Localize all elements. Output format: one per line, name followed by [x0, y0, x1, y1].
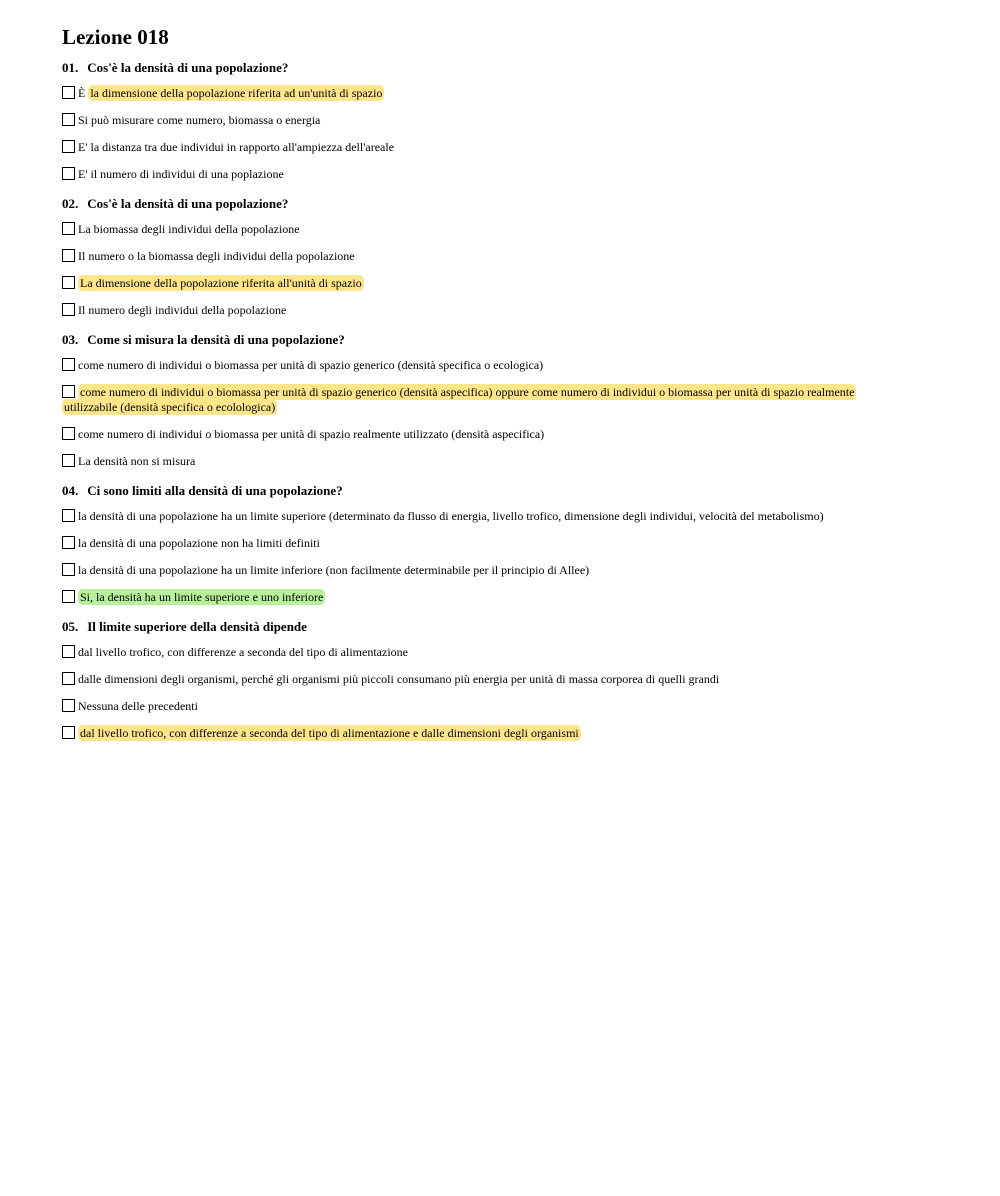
question-number: 03.: [62, 332, 79, 347]
answer-text: Il numero o la biomassa degli individui della popolazione: [78, 249, 355, 263]
question-text: Il limite superiore della densità dipende: [87, 619, 307, 634]
answer-option: [62, 358, 892, 373]
answer-option: [62, 454, 892, 469]
question-heading: [62, 619, 1000, 635]
question-heading: [62, 483, 1000, 499]
answer-text: Si, la densità ha un limite superiore e uno inferiore: [80, 590, 324, 604]
answer-text: Il numero degli individui della popolazione: [78, 303, 287, 317]
answer-option: [62, 590, 892, 605]
answer-text: la densità di una popolazione ha un limite superiore (determinato da flusso di energia, livello trofico, dimensione degli individui, velocità del metabolismo): [78, 509, 824, 523]
answer-text: come numero di individui o biomassa per unità di spazio generico (densità aspecifica) oppure come numero di individui o biomassa per unità di spazio realmente utilizzabile (densità specifica o ecolologica): [64, 385, 855, 414]
question-text: Ci sono limiti alla densità di una popolazione?: [87, 483, 343, 498]
answer-option: [62, 563, 892, 578]
question-text: Cos'è la densità di una popolazione?: [87, 60, 289, 75]
answer-text: La densità non si misura: [78, 454, 196, 468]
checkbox[interactable]: [62, 113, 75, 126]
answer-option: [62, 427, 892, 442]
answer-option: [62, 167, 892, 182]
answer-prefix: È: [78, 86, 89, 100]
answer-option: [62, 645, 892, 660]
answer-text: Nessuna delle precedenti: [78, 699, 198, 713]
answer-option: [62, 222, 892, 237]
checkbox[interactable]: [62, 249, 75, 262]
checkbox[interactable]: [62, 454, 75, 467]
answer-text: dal livello trofico, con differenze a seconda del tipo di alimentazione: [78, 645, 408, 659]
question-list: [62, 60, 1000, 741]
answer-text: la densità di una popolazione ha un limite inferiore (non facilmente determinabile per il principio di Allee): [78, 563, 590, 577]
question-heading: [62, 332, 1000, 348]
answer-option: [62, 672, 892, 687]
answer-text: dal livello trofico, con differenze a seconda del tipo di alimentazione e dalle dimensioni degli organismi: [80, 726, 579, 740]
checkbox[interactable]: [62, 699, 75, 712]
answer-text: la dimensione della popolazione riferita ad un'unità di spazio: [90, 86, 383, 100]
checkbox[interactable]: [62, 563, 75, 576]
answer-option: [62, 140, 892, 155]
answer-option: [62, 113, 892, 128]
answer-option: [62, 699, 892, 714]
answer-option: [62, 303, 892, 318]
checkbox[interactable]: [62, 590, 75, 603]
question-number: 02.: [62, 196, 79, 211]
checkbox[interactable]: [62, 140, 75, 153]
answer-text: E' la distanza tra due individui in rapporto all'ampiezza dell'areale: [78, 140, 395, 154]
answer-text: la densità di una popolazione non ha limiti definiti: [78, 536, 320, 550]
checkbox[interactable]: [62, 385, 75, 398]
question-block: [62, 483, 1000, 605]
question-text: Come si misura la densità di una popolazione?: [87, 332, 345, 347]
checkbox[interactable]: [62, 672, 75, 685]
answer-option: [62, 509, 892, 524]
question-heading: [62, 196, 1000, 212]
answer-option: [62, 536, 892, 551]
answer-text: La biomassa degli individui della popolazione: [78, 222, 300, 236]
answer-text: come numero di individui o biomassa per unità di spazio realmente utilizzato (densità aspecifica): [78, 427, 545, 441]
checkbox[interactable]: [62, 167, 75, 180]
checkbox[interactable]: [62, 726, 75, 739]
question-number: 04.: [62, 483, 79, 498]
answer-option: [62, 249, 892, 264]
question-number: 05.: [62, 619, 79, 634]
checkbox[interactable]: [62, 536, 75, 549]
question-number: 01.: [62, 60, 79, 75]
checkbox[interactable]: [62, 86, 75, 99]
answer-text: come numero di individui o biomassa per unità di spazio generico (densità specifica o ecologica): [78, 358, 544, 372]
answer-text: La dimensione della popolazione riferita all'unità di spazio: [80, 276, 362, 290]
answer-option: [62, 726, 892, 741]
question-block: [62, 332, 1000, 469]
answer-option: [62, 385, 892, 415]
question-block: [62, 60, 1000, 182]
answer-option: [62, 276, 892, 291]
answer-option: [62, 86, 892, 101]
question-heading: [62, 60, 1000, 76]
question-block: [62, 196, 1000, 318]
question-block: [62, 619, 1000, 741]
answer-text: E' il numero di individui di una poplazione: [78, 167, 284, 181]
answer-text: dalle dimensioni degli organismi, perché gli organismi più piccoli consumano più energia per unità di massa corporea di quelli grandi: [78, 672, 720, 686]
answer-text: Si può misurare come numero, biomassa o energia: [78, 113, 321, 127]
checkbox[interactable]: [62, 222, 75, 235]
checkbox[interactable]: [62, 358, 75, 371]
checkbox[interactable]: [62, 303, 75, 316]
checkbox[interactable]: [62, 427, 75, 440]
checkbox[interactable]: [62, 645, 75, 658]
lesson-title: Lezione 018: [62, 25, 169, 49]
checkbox[interactable]: [62, 276, 75, 289]
question-text: Cos'è la densità di una popolazione?: [87, 196, 289, 211]
checkbox[interactable]: [62, 509, 75, 522]
